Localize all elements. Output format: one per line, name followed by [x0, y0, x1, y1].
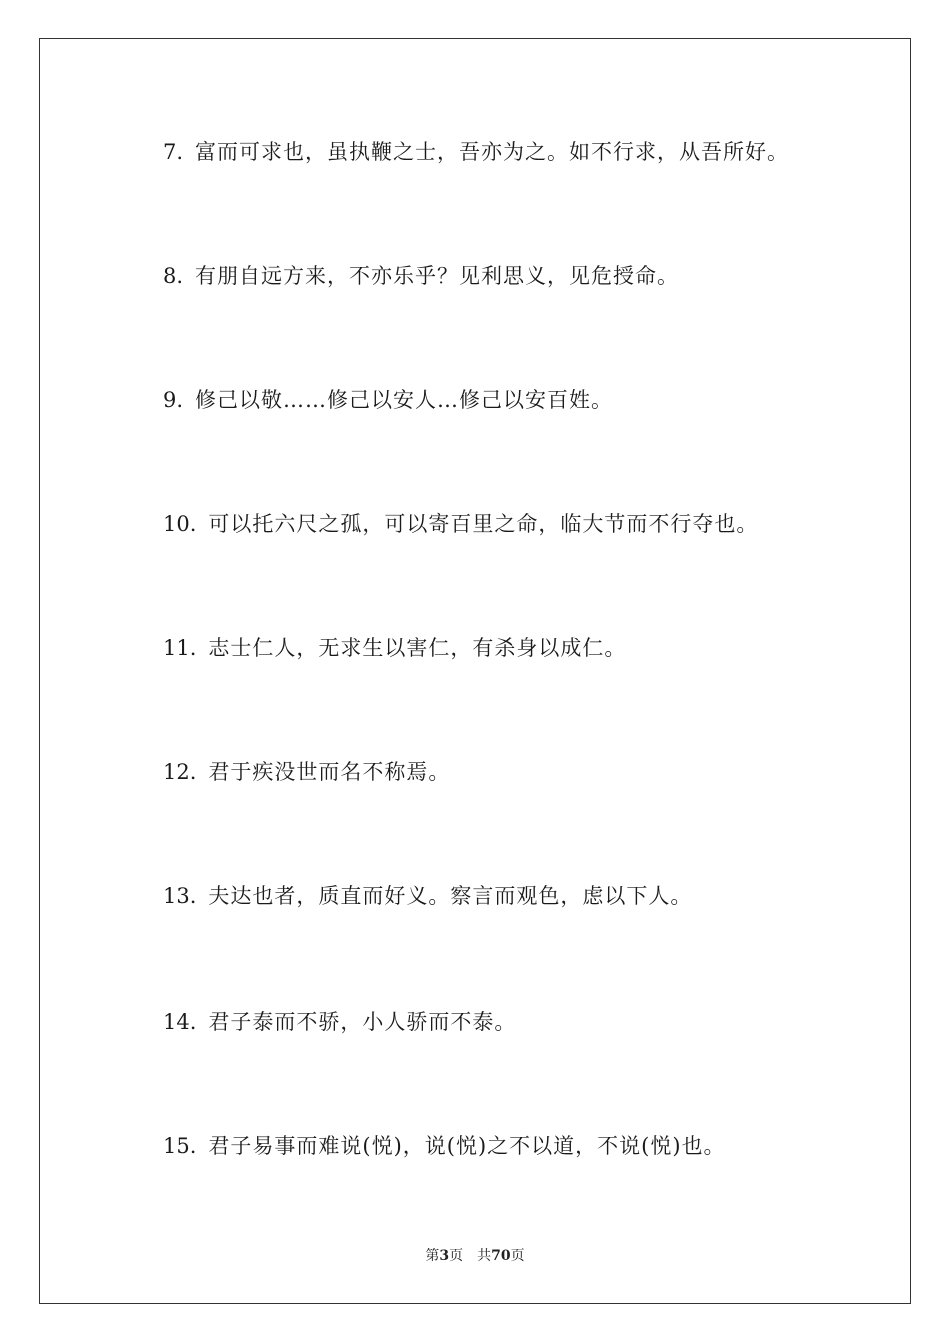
page-footer [0, 1246, 950, 1266]
quote-text: 修己以敬……修己以安人…修己以安百姓。 [195, 388, 614, 412]
quote-text: 富而可求也，虽执鞭之士，吾亦为之。如不行求，从吾所好。 [195, 140, 790, 164]
quote-number: 12. [163, 760, 197, 784]
quote-number: 7. [163, 140, 184, 164]
quote-number: 10. [163, 512, 197, 536]
quote-line-15 [163, 1132, 726, 1160]
quote-line-9 [163, 386, 613, 414]
quote-line-13 [163, 882, 692, 910]
quote-text: 志士仁人，无求生以害仁，有杀身以成仁。 [208, 636, 627, 660]
quote-number: 13. [163, 884, 197, 908]
current-page-number: 3 [439, 1248, 450, 1264]
total-page-count: 70 [491, 1248, 511, 1264]
quote-line-7 [163, 138, 789, 166]
quote-line-8 [163, 262, 679, 290]
quote-text: 君于疾没世而名不称焉。 [208, 760, 451, 784]
quote-line-11 [163, 634, 626, 662]
quote-line-10 [163, 510, 758, 538]
quote-line-12 [163, 758, 450, 786]
quote-number: 9. [163, 388, 184, 412]
quote-number: 14. [163, 1010, 197, 1034]
quote-text: 夫达也者，质直而好义。察言而观色，虑以下人。 [208, 884, 693, 908]
quote-number: 15. [163, 1134, 197, 1158]
quote-text: 可以托六尺之孤，可以寄百里之命，临大节而不行夺也。 [208, 512, 759, 536]
quote-text: 君子泰而不骄，小人骄而不泰。 [208, 1010, 517, 1034]
total-pages-label: 共70页 [477, 1248, 525, 1264]
quote-text: 有朋自远方来，不亦乐乎？见利思义，见危授命。 [195, 264, 680, 288]
quote-line-14 [163, 1008, 516, 1036]
quote-number: 8. [163, 264, 184, 288]
quote-number: 11. [163, 636, 197, 660]
quote-text: 君子易事而难说(悦)，说(悦)之不以道，不说(悦)也。 [208, 1134, 726, 1158]
page-label: 第3页 [425, 1248, 464, 1264]
page-border [39, 38, 911, 1304]
